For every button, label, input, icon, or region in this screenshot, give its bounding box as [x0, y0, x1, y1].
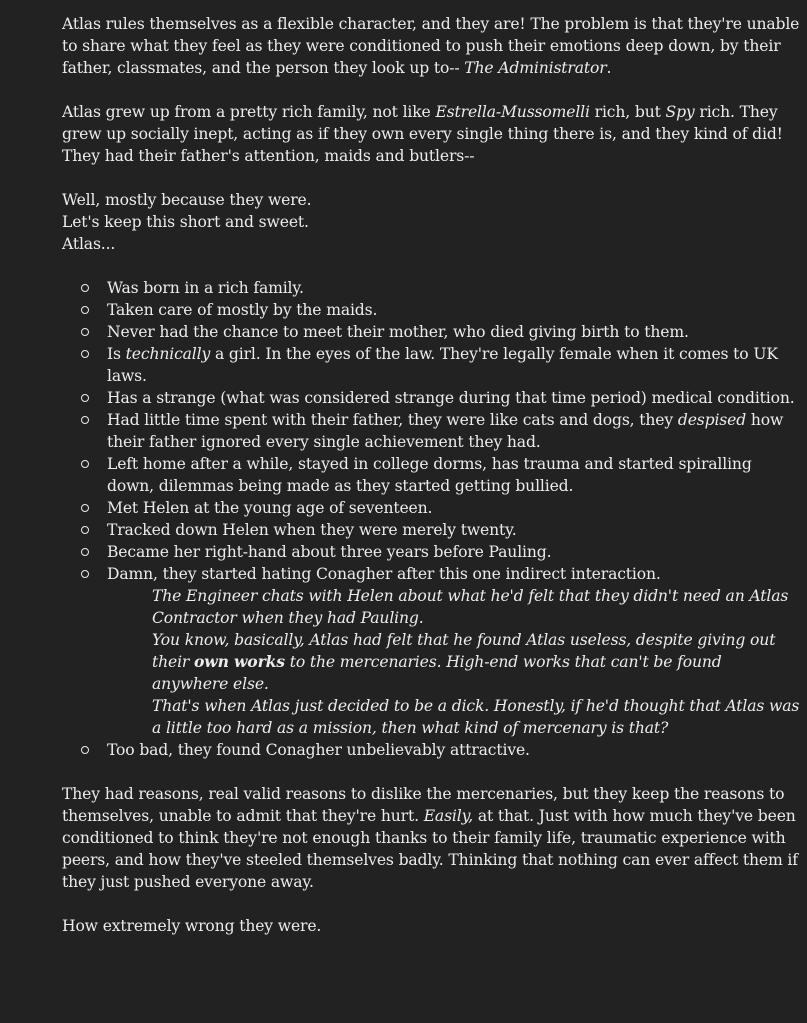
- aside-paragraph: That's when Atlas just decided to be a dick. Honestly, if he'd thought that Atlas was a little too hard as a mission, then what kind of mercenary is that?: [152, 697, 800, 737]
- intro-text: Atlas rules themselves as a flexible character, and they are! The problem is that they're unable to share what they feel as they were conditioned to push their emotions deep down, by their father, classmates, and the person they look up to--: [62, 15, 800, 77]
- closing-paragraph: How extremely wrong they were.: [62, 917, 322, 935]
- list-item: Met Helen at the young age of seventeen.: [107, 497, 800, 519]
- emphasis: despised: [677, 411, 747, 429]
- list-item-text: a girl. In the eyes of the law. They're legally female when it comes to UK laws.: [107, 345, 778, 385]
- administrator-title: The Administrator: [464, 59, 607, 77]
- list-item: Tracked down Helen when they were merely twenty.: [107, 519, 800, 541]
- facts-list: [62, 277, 800, 761]
- estrella-mussomelli: Estrella-Mussomelli: [435, 103, 590, 121]
- list-item-text: Had little time spent with their father, they were like cats and dogs, they: [107, 411, 678, 429]
- list-item: [107, 343, 800, 387]
- list-item: [107, 563, 800, 739]
- list-item: Became her right-hand about three years before Pauling.: [107, 541, 800, 563]
- aside-text: You know, basically, Atlas had felt that he found Atlas useless, despite giving out their: [152, 631, 776, 671]
- list-item: [107, 409, 800, 453]
- lead-line: Well, mostly because they were.: [62, 191, 312, 209]
- background-text-2: rich, but: [589, 103, 666, 121]
- emphasis: technically: [125, 345, 211, 363]
- aside-text: to the mercenaries. High-end works that can't be found anywhere else.: [152, 653, 722, 693]
- list-item: Too bad, they found Conagher unbelievably attractive.: [107, 739, 800, 761]
- reasons-paragraph: [62, 783, 800, 893]
- intro-end: .: [606, 59, 612, 77]
- list-item: Left home after a while, stayed in college dorms, has trauma and started spiralling down, dilemmas being made as they started getting bullied.: [107, 453, 800, 497]
- engineer-aside: [152, 585, 800, 739]
- list-item-text: Damn, they started hating Conagher after this one indirect interaction.: [107, 565, 661, 583]
- list-item: Never had the chance to meet their mother, who died giving birth to them.: [107, 321, 800, 343]
- lead-paragraph: [62, 189, 800, 255]
- article-body: [62, 13, 800, 959]
- aside-paragraph: The Engineer chats with Helen about what he'd felt that they didn't need an Atlas Contractor when they had Pauling.: [152, 587, 789, 627]
- lead-line: Let's keep this short and sweet.: [62, 213, 309, 231]
- own-works-emphasis: own works: [194, 652, 285, 671]
- lead-line: Atlas...: [62, 235, 116, 253]
- background-paragraph: [62, 101, 800, 167]
- intro-paragraph: [62, 13, 800, 79]
- list-item-text: how their father ignored every single achievement they had.: [107, 411, 784, 451]
- list-item: Taken care of mostly by the maids.: [107, 299, 800, 321]
- emphasis: Easily,: [423, 807, 474, 825]
- aside-paragraph: [152, 629, 800, 695]
- list-item-text: Is: [107, 345, 126, 363]
- list-item: Was born in a rich family.: [107, 277, 800, 299]
- spy-name: Spy: [665, 103, 695, 121]
- reasons-text: They had reasons, real valid reasons to dislike the mercenaries, but they keep the reasons to themselves, unable to admit that they're hurt.: [62, 785, 785, 825]
- background-text-3: rich. They grew up socially inept, acting as if they own every single thing there is, and they kind of did! They had their father's attention, maids and butlers--: [62, 103, 783, 165]
- reasons-text-2: at that. Just with how much they've been conditioned to think they're not enough thanks to their family life, traumatic experience with peers, and how they've steeled themselves badly. Thinking that nothing can ever affect them if they just pushed everyone away.: [62, 807, 798, 891]
- background-text: Atlas grew up from a pretty rich family, not like: [62, 103, 436, 121]
- list-item: Has a strange (what was considered strange during that time period) medical condition.: [107, 387, 800, 409]
